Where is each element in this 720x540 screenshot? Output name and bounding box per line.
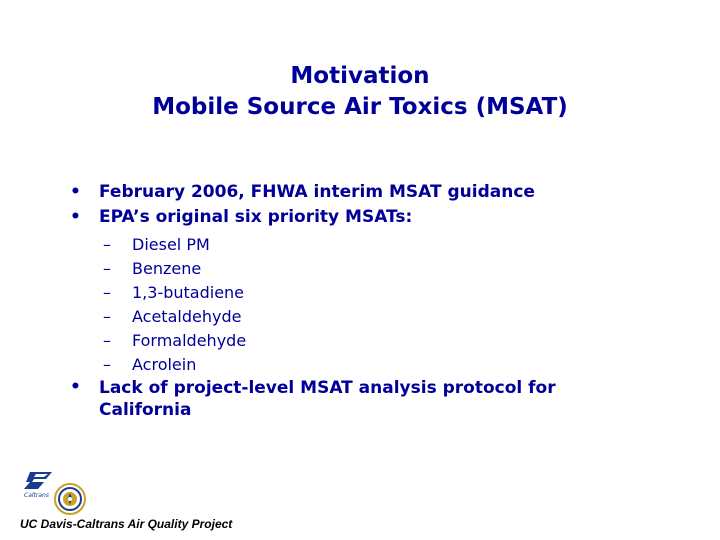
sub-text: Benzene xyxy=(132,259,202,278)
sub-marker: – xyxy=(103,355,111,374)
sub-item-1 xyxy=(103,235,210,254)
bullet-item-1 xyxy=(70,182,535,202)
sub-item-2 xyxy=(103,259,201,278)
title-line-1: Motivation xyxy=(290,63,430,89)
sub-text: Formaldehyde xyxy=(132,331,247,350)
bullet-item-3 xyxy=(70,377,630,421)
sub-text: Diesel PM xyxy=(132,235,210,254)
footer-text: UC Davis-Caltrans Air Quality Project xyxy=(20,517,233,531)
bullet-marker: • xyxy=(70,377,81,397)
sub-item-3 xyxy=(103,283,244,302)
sub-item-5 xyxy=(103,331,246,350)
sub-item-6 xyxy=(103,355,196,374)
title-line-2: Mobile Source Air Toxics (MSAT) xyxy=(152,94,568,120)
sub-item-4 xyxy=(103,307,241,326)
caltrans-logo xyxy=(22,470,54,500)
uc-seal-logo xyxy=(54,483,86,515)
caltrans-logo-icon xyxy=(22,470,54,500)
uc-seal-icon xyxy=(54,483,86,515)
bullet-item-2 xyxy=(70,207,412,227)
sub-text: Acrolein xyxy=(132,355,197,374)
bullet-text: EPA’s original six priority MSATs: xyxy=(99,207,413,227)
sub-marker: – xyxy=(103,307,111,326)
bullet-text: Lack of project-level MSAT analysis protocol for California xyxy=(99,378,556,420)
sub-marker: – xyxy=(103,259,111,278)
slide-title xyxy=(0,61,720,123)
bullet-text: February 2006, FHWA interim MSAT guidance xyxy=(99,182,535,202)
sub-text: Acetaldehyde xyxy=(132,307,242,326)
sub-marker: – xyxy=(103,331,111,350)
bullet-marker: • xyxy=(70,182,81,202)
caltrans-logo-text: Caltrans xyxy=(24,492,49,499)
sub-marker: – xyxy=(103,235,111,254)
bullet-marker: • xyxy=(70,207,81,227)
sub-marker: – xyxy=(103,283,111,302)
sub-text: 1,3-butadiene xyxy=(132,283,245,302)
